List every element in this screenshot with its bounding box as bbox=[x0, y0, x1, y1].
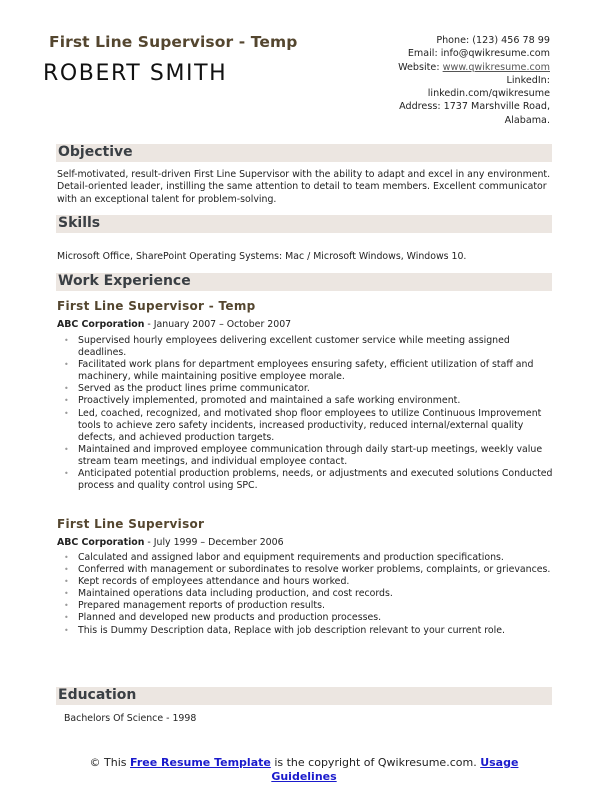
copyright-footer bbox=[56, 756, 552, 784]
website-link[interactable]: www.qwikresume.com bbox=[442, 61, 550, 73]
footer-middle: is the copyright of Qwikresume.com. bbox=[270, 756, 481, 769]
list-item: • Proactively implemented, promoted and maintained a safe working environment. bbox=[64, 395, 554, 407]
list-item: • Calculated and assigned labor and equipment requirements and production specifications. bbox=[64, 552, 554, 564]
list-item: • Maintained and improved employee communication through daily start-up meetings, weekly value stream team meetings, and individual employee contact. bbox=[64, 444, 554, 468]
list-item: • Served as the product lines prime communicator. bbox=[64, 383, 554, 395]
job-1-bullets bbox=[64, 335, 554, 492]
job-2-bullets bbox=[64, 552, 554, 637]
job-2-meta bbox=[57, 537, 284, 548]
list-item: • Kept records of employees attendance and hours worked. bbox=[64, 576, 554, 588]
education-entry: Bachelors Of Science - 1998 bbox=[64, 713, 197, 724]
contact-linkedin-label: LinkedIn: bbox=[506, 74, 550, 86]
contact-website bbox=[350, 61, 550, 74]
section-objective-heading bbox=[56, 144, 552, 162]
skills-text: Microsoft Office, SharePoint Operating Systems: Mac / Microsoft Windows, Windows 10. bbox=[57, 251, 467, 262]
section-title: Education bbox=[58, 687, 137, 703]
section-title: Skills bbox=[58, 215, 101, 231]
objective-text: Self-motivated, result-driven First Line Supervisor with the ability to adapt and excel in any environment. Detail-oriented leader, instilling the same attention to detail to team members. Excellent communicator with an exceptional talent for problem-solving. bbox=[57, 169, 551, 205]
usage-guidelines-link[interactable]: Usage Guidelines bbox=[271, 756, 519, 783]
section-title: Objective bbox=[58, 144, 133, 160]
list-item: • Maintained operations data including production, and cost records. bbox=[64, 588, 554, 600]
job-title: First Line Supervisor - Temp bbox=[49, 33, 298, 51]
contact-address-line2: Alabama. bbox=[504, 114, 550, 126]
list-item: • Facilitated work plans for department employees ensuring safety, efficient utilization of staff and machinery, while maintaining positive employee morale. bbox=[64, 359, 554, 383]
job-2-title: First Line Supervisor bbox=[57, 517, 205, 531]
section-education-heading bbox=[56, 687, 552, 705]
job-1-title: First Line Supervisor - Temp bbox=[57, 299, 256, 313]
list-item: • Supervised hourly employees delivering excellent customer service while meeting assigned deadlines. bbox=[64, 335, 554, 359]
job-1-company: ABC Corporation bbox=[57, 319, 145, 330]
section-work-experience-heading bbox=[56, 273, 552, 291]
contact-phone: Phone: (123) 456 78 99 bbox=[436, 35, 550, 46]
candidate-name: ROBERT SMITH bbox=[43, 61, 228, 86]
list-item: • Anticipated potential production problems, needs, or adjustments and executed solutions Conducted process and quality control using SPC. bbox=[64, 468, 554, 492]
free-resume-template-link[interactable]: Free Resume Template bbox=[130, 756, 271, 769]
website-label: Website: bbox=[398, 61, 443, 73]
contact-linkedin-url: linkedin.com/qwikresume bbox=[427, 88, 550, 100]
job-1-meta bbox=[57, 319, 291, 330]
list-item: • Planned and developed new products and production processes. bbox=[64, 612, 554, 624]
job-1-dates: - January 2007 – October 2007 bbox=[144, 319, 292, 330]
job-2-dates: - July 1999 – December 2006 bbox=[144, 537, 284, 548]
contact-block bbox=[350, 34, 550, 127]
section-skills-heading bbox=[56, 215, 552, 233]
contact-address-line1: Address: 1737 Marshville Road, bbox=[399, 101, 550, 113]
list-item: • Prepared management reports of production results. bbox=[64, 600, 554, 612]
list-item: • Conferred with management or subordinates to resolve worker problems, complaints, or grievances. bbox=[64, 564, 554, 576]
contact-email: Email: info@qwikresume.com bbox=[407, 48, 550, 60]
list-item: • This is Dummy Description data, Replace with job description relevant to your current role. bbox=[64, 625, 554, 637]
footer-prefix: © This bbox=[89, 756, 131, 769]
resume-header bbox=[43, 33, 554, 133]
job-2-company: ABC Corporation bbox=[57, 537, 145, 548]
list-item: • Led, coached, recognized, and motivated shop floor employees to utilize Continuous Improvement tools to achieve zero safety incidents, increased productivity, reduced internal/external quality defects, and achieved production targets. bbox=[64, 408, 554, 444]
section-title: Work Experience bbox=[58, 273, 191, 289]
